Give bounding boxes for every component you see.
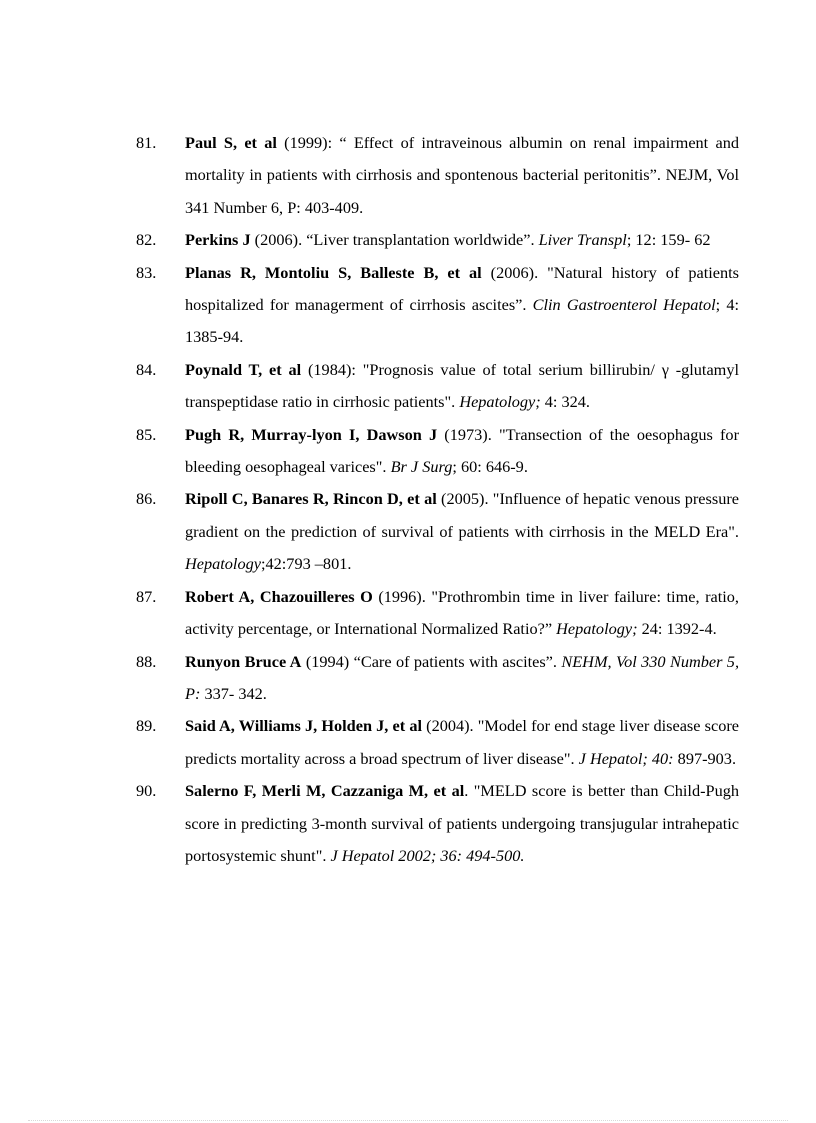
reference-list [136,127,739,872]
reference-authors: Poynald T, et al [185,359,302,379]
reference-authors: Perkins J [185,230,251,250]
reference-details: (1999): “ Effect of intraveinous albumin on renal impairment and mortality in patients with cirrhosis and spontenous bacterial peritonitis”. NEJM, Vol 341 Number 6, P: 403-409. [185,133,739,217]
reference-journal: Hepatology [185,554,261,574]
reference-text [185,646,739,711]
reference-item [136,581,739,646]
reference-text [185,710,739,775]
reference-citation: ; 12: 159- 62 [626,230,711,250]
reference-text [185,483,739,580]
reference-authors: Robert A, Chazouilleres O [185,586,373,606]
reference-details: (1973). "Transection of the oesophagus for bleeding oesophageal varices". [185,424,739,477]
reference-journal: J Hepatol 2002; 36: 494-500. [330,845,525,865]
reference-journal: Clin Gastroenterol Hepatol [532,295,716,315]
reference-text [185,257,739,354]
reference-citation: 4: 324. [540,392,591,412]
reference-text [185,419,739,484]
reference-number: 85. [136,424,157,444]
reference-journal: Br J Surg [390,457,453,477]
reference-details: (1996). "Prothrombin time in liver failure: time, ratio, activity percentage, or International Normalized Ratio?” [185,586,739,639]
reference-citation: 897-903. [673,748,737,768]
reference-details: . "MELD score is better than Child-Pugh score in predicting 3-month survival of patients undergoing transjugular intrahepatic portosystemic shunt". [185,781,739,865]
reference-text [185,224,739,256]
reference-journal: J Hepatol; 40: [578,748,674,768]
reference-item [136,419,739,484]
reference-item [136,483,739,580]
reference-item [136,775,739,872]
reference-number: 87. [136,586,157,606]
reference-authors: Salerno F, Merli M, Cazzaniga M, et al [185,781,465,801]
reference-text [185,581,739,646]
reference-citation: 337- 342. [200,683,267,703]
reference-item [136,127,739,224]
reference-journal: Liver Transpl [538,230,627,250]
reference-journal: NEHM, Vol 330 Number 5, P: [185,651,740,703]
reference-details: (2004). "Model for end stage liver disease score predicts mortality across a broad spectrum of liver disease". [185,716,739,768]
reference-authors: Planas R, Montoliu S, Balleste B, et al [185,262,482,282]
reference-text [185,354,739,419]
reference-details: (1994) “Care of patients with ascites”. [301,651,562,671]
reference-details: (2006). "Natural history of patients hospitalized for managerment of cirrhosis ascites”. [185,262,739,315]
reference-citation: ; 4: 1385-94. [185,295,739,347]
reference-journal: Hepatology; [556,619,638,639]
page-bottom-divider [28,1120,788,1121]
reference-citation: 24: 1392-4. [637,619,717,639]
reference-text [185,775,739,872]
reference-number: 86. [136,489,157,509]
reference-authors: Ripoll C, Banares R, Rincon D, et al [185,489,437,509]
reference-authors: Runyon Bruce A [185,651,302,671]
reference-number: 83. [136,262,157,282]
reference-number: 88. [136,651,157,671]
reference-item [136,224,739,256]
reference-text [185,127,739,224]
reference-item [136,646,739,711]
reference-number: 81. [136,133,157,152]
reference-number: 90. [136,781,157,801]
reference-item [136,710,739,775]
reference-item [136,257,739,354]
reference-citation: ; 60: 646-9. [452,457,528,477]
reference-authors: Pugh R, Murray-lyon I, Dawson J [185,424,438,444]
reference-authors: Paul S, et al [185,133,277,152]
reference-details: (2006). “Liver transplantation worldwide”. [250,230,539,250]
reference-citation: ;42:793 –801. [260,554,352,574]
reference-item [136,354,739,419]
reference-number: 82. [136,230,157,250]
reference-number: 84. [136,359,157,379]
reference-number: 89. [136,716,157,736]
reference-details: (2005). "Influence of hepatic venous pressure gradient on the prediction of survival of patients with cirrhosis in the MELD Era". [185,489,739,541]
reference-journal: Hepatology; [459,392,541,412]
reference-authors: Said A, Williams J, Holden J, et al [185,716,422,736]
reference-details: (1984): "Prognosis value of total serium billirubin/ γ -glutamyl transpeptidase ratio in cirrhosic patients". [185,359,740,412]
